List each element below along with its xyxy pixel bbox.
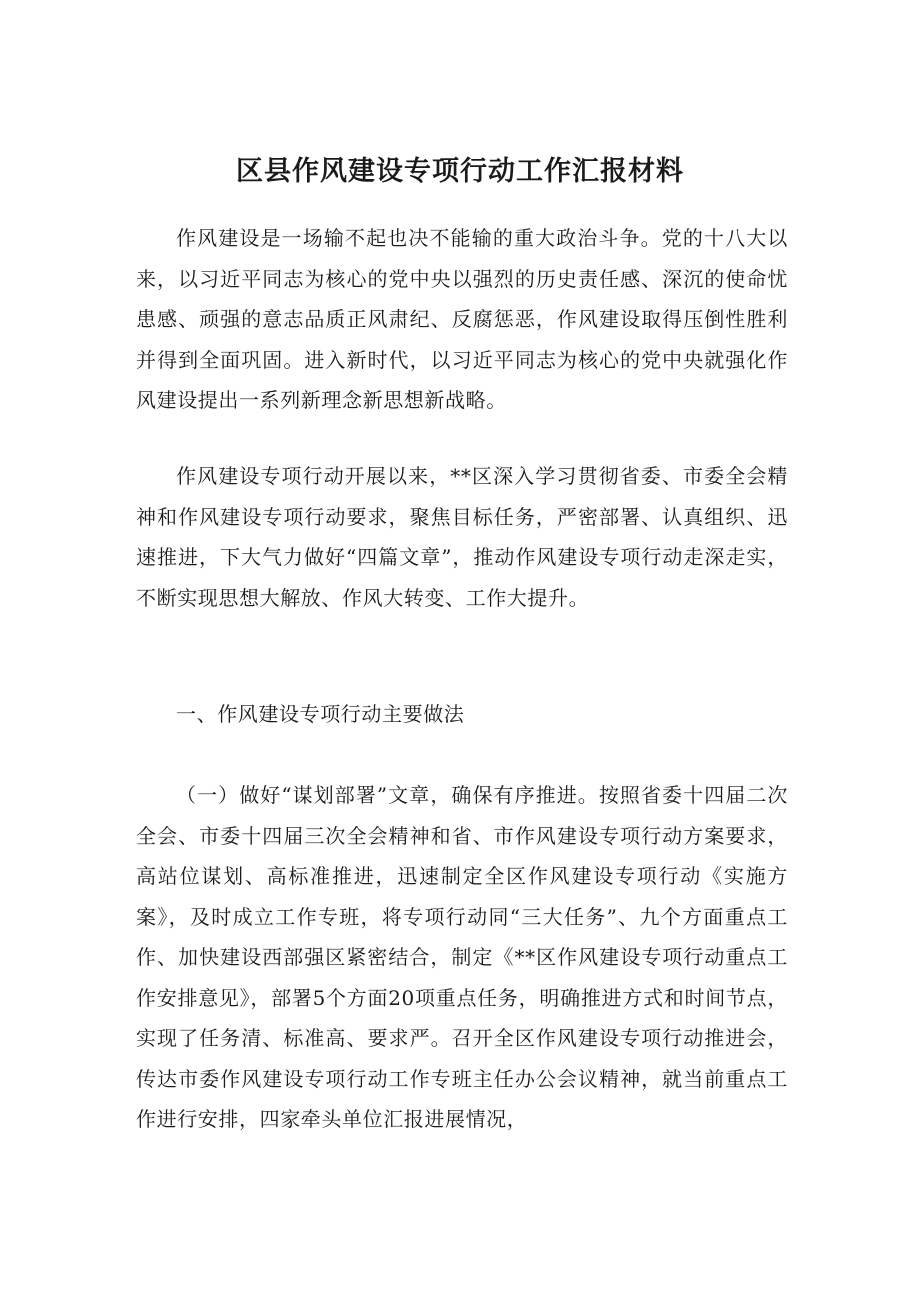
section-paragraph: （一）做好“谋划部署”文章，确保有序推进。按照省委十四届二次全会、市委十四届三次全会精神和省、市作风建设专项行动方案要求，高站位谋划、高标准推进，迅速制定全区作风建设专项行动《实施方案》，及时成立工作专班，将专项行动同“三大任务”、九个方面重点工作、加快建设西部强区紧密结合，制定《**区作风建设专项行动重点工作安排意见》，部署5个方面20项重点任务，明确推进方式和时间节点，实现了任务清、标准高、要求严。召开全区作风建设专项行动推进会，传达市委作风建设专项行动工作专班主任办公会议精神，就当前重点工作进行安排，四家牵头单位汇报进展情况， [136, 783, 788, 1131]
intro-paragraph: 作风建设是一场输不起也决不能输的重大政治斗争。党的十八大以来，以习近平同志为核心的党中央以强烈的历史责任感、深沉的使命忧患感、顽强的意志品质正风肃纪、反腐惩恶，作风建设取得压倒性胜利并得到全面巩固。进入新时代，以习近平同志为核心的党中央就强化作风建设提出一系列新理念新思想新战略。 [136, 226, 788, 412]
document-title: 区县作风建设专项行动工作汇报材料 [236, 156, 684, 187]
section-heading: 一、作风建设专项行动主要做法 [176, 702, 465, 726]
overview-paragraph: 作风建设专项行动开展以来，**区深入学习贯彻省委、市委全会精神和作风建设专项行动要求，聚焦目标任务，严密部署、认真组织、迅速推进，下大气力做好“四篇文章”，推动作风建设专项行动走深走实，不断实现思想大解放、作风大转变、工作大提升。 [136, 464, 788, 610]
